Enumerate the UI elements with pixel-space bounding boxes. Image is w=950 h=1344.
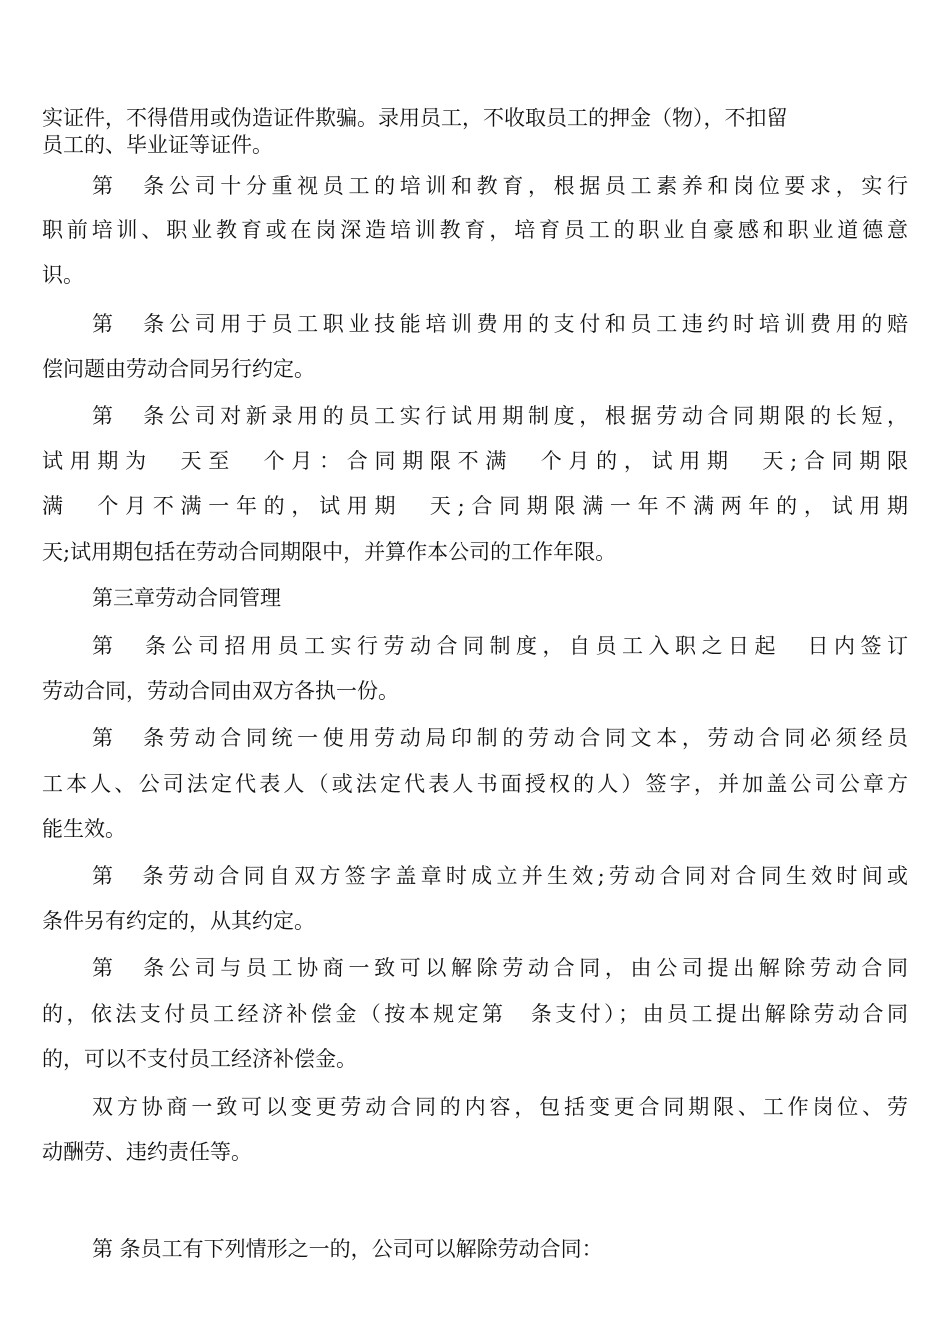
text-line: 识。 — [42, 263, 84, 287]
text-line: 偿问题由劳动合同另行约定。 — [42, 357, 315, 381]
text-line: 职前培训、职业教育或在岗深造培训教育，培育员工的职业自豪感和职业道德意 — [42, 218, 908, 242]
text-line: 第 条公司招用员工实行劳动合同制度，自员工入职之日起 日内签订 — [92, 634, 908, 658]
text-line: 第 条员工有下列情形之一的，公司可以解除劳动合同： — [92, 1237, 603, 1261]
text-line: 第 条劳动合同自双方签字盖章时成立并生效;劳动合同对合同生效时间或 — [92, 864, 908, 888]
text-line: 第 条公司与员工协商一致可以解除劳动合同，由公司提出解除劳动合同 — [92, 956, 908, 980]
text-line: 第 条公司用于员工职业技能培训费用的支付和员工违约时培训费用的赔 — [92, 312, 908, 336]
text-line: 条件另有约定的，从其约定。 — [42, 909, 315, 933]
text-line: 能生效。 — [42, 817, 126, 841]
text-line: 天;试用期包括在劳动合同期限中，并算作本公司的工作年限。 — [42, 540, 617, 564]
text-line: 实证件，不得借用或伪造证件欺骗。录用员工，不收取员工的押金（物），不扣留 — [42, 106, 788, 130]
text-line: 第 条公司十分重视员工的培训和教育，根据员工素养和岗位要求，实行 — [92, 174, 908, 198]
text-line: 的，依法支付员工经济补偿金（按本规定第 条支付）；由员工提出解除劳动合同 — [42, 1002, 908, 1026]
text-line: 满 个月不满一年的，试用期 天;合同期限满一年不满两年的，试用期 — [42, 494, 908, 518]
text-line: 动酬劳、违约责任等。 — [42, 1140, 252, 1164]
text-line: 的，可以不支付员工经济补偿金。 — [42, 1047, 357, 1071]
chapter-heading: 第三章劳动合同管理 — [92, 586, 281, 610]
text-line: 第 条公司对新录用的员工实行试用期制度，根据劳动合同期限的长短， — [92, 404, 908, 428]
text-line: 第 条劳动合同统一使用劳动局印制的劳动合同文本，劳动合同必须经员 — [92, 726, 908, 750]
text-line: 试用期为 天至 个月：合同期限不满 个月的，试用期 天;合同期限 — [42, 449, 908, 473]
text-line: 员工的、毕业证等证件。 — [42, 133, 273, 157]
text-line: 双方协商一致可以变更劳动合同的内容，包括变更合同期限、工作岗位、劳 — [92, 1095, 908, 1119]
text-line: 工本人、公司法定代表人（或法定代表人书面授权的人）签字，并加盖公司公章方 — [42, 772, 908, 796]
text-line: 劳动合同，劳动合同由双方各执一份。 — [42, 679, 399, 703]
